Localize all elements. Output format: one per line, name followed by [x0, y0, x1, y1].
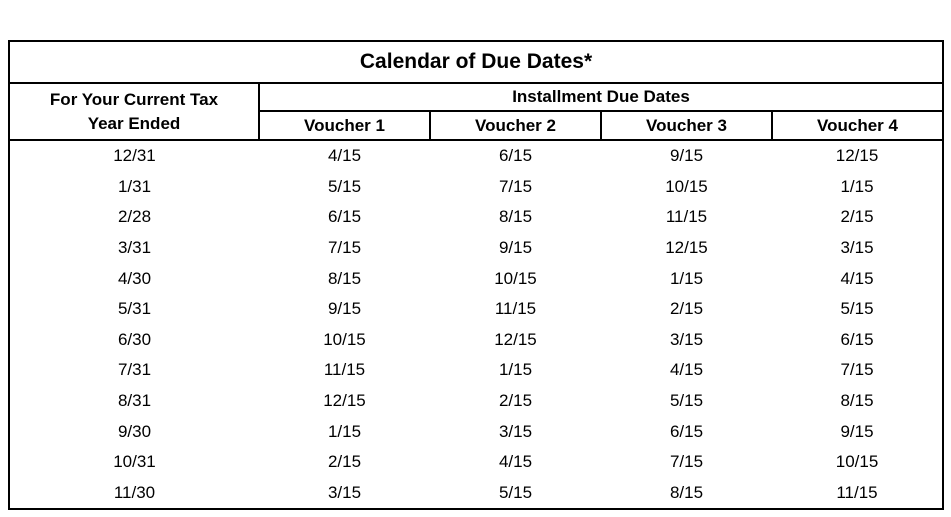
table-row: [9, 172, 943, 203]
voucher-4-date: 9/15: [772, 416, 943, 447]
voucher-4-date: 4/15: [772, 263, 943, 294]
voucher-1-date: 10/15: [323, 329, 366, 349]
voucher-3-date: 6/15: [669, 421, 704, 441]
year-ended-header: [9, 83, 259, 140]
year-end-cell: 5/31: [9, 294, 259, 325]
year-end-cell: 10/31: [9, 447, 259, 478]
voucher-3-date: 8/15: [601, 478, 772, 510]
voucher-4-date: 2/15: [772, 202, 943, 233]
voucher-2-date: 9/15: [498, 238, 533, 258]
voucher-4-date: 11/15: [772, 478, 943, 510]
table-row: [9, 263, 943, 294]
voucher-2-date: 1/15: [498, 360, 533, 380]
voucher-2-date: 2/15: [498, 391, 533, 411]
voucher-4-date: 7/15: [772, 355, 943, 386]
table-row: [9, 294, 943, 325]
voucher-4-date: 10/15: [772, 447, 943, 478]
installment-due-dates-header: Installment Due Dates: [259, 83, 943, 111]
voucher-2-date: 6/15: [498, 146, 533, 166]
voucher-4-date: 6/15: [772, 325, 943, 356]
year-end-cell: 8/31: [9, 386, 259, 417]
table-body: [9, 140, 943, 509]
voucher-2-date: 11/15: [494, 299, 537, 319]
voucher-2-date: 3/15: [498, 421, 533, 441]
voucher-3-date: 3/15: [669, 329, 704, 349]
voucher-3-date: 10/15: [665, 176, 708, 196]
voucher-1-date: 7/15: [327, 238, 362, 258]
table-row: [9, 478, 943, 510]
voucher-4-date: 3/15: [772, 233, 943, 264]
voucher-2-date: 12/15: [494, 329, 537, 349]
table-row: [9, 386, 943, 417]
table-row: [9, 202, 943, 233]
year-end-cell: 2/28: [9, 202, 259, 233]
voucher-1-date: 12/15: [323, 391, 366, 411]
voucher-1-date: 6/15: [327, 207, 362, 227]
voucher-1-date: 9/15: [327, 299, 362, 319]
voucher-1-date: 5/15: [327, 176, 362, 196]
voucher-2-date: 8/15: [498, 207, 533, 227]
table-title: Calendar of Due Dates*: [9, 41, 943, 83]
table-row: [9, 233, 943, 264]
year-end-cell: 3/31: [9, 233, 259, 264]
year-end-cell: 11/30: [9, 478, 259, 510]
year-end-cell: 12/31: [9, 140, 259, 172]
voucher-4-date: 5/15: [772, 294, 943, 325]
voucher-1-date: 4/15: [327, 146, 362, 166]
voucher-4-date: 1/15: [772, 172, 943, 203]
voucher-1-date: 11/15: [323, 360, 366, 380]
year-end-cell: 9/30: [9, 416, 259, 447]
year-end-cell: 7/31: [9, 355, 259, 386]
voucher-3-date: 4/15: [669, 360, 704, 380]
voucher-1-date: 2/15: [327, 452, 362, 472]
table-row: [9, 447, 943, 478]
title-row: [9, 41, 943, 83]
voucher-3-date: 5/15: [669, 391, 704, 411]
voucher-3-header: Voucher 3: [601, 111, 772, 140]
voucher-2-date: 5/15: [430, 478, 601, 510]
voucher-3-date: 12/15: [665, 238, 708, 258]
year-end-cell: 1/31: [9, 172, 259, 203]
voucher-2-date: 10/15: [494, 268, 537, 288]
voucher-3-date: 1/15: [669, 268, 704, 288]
voucher-2-header: Voucher 2: [430, 111, 601, 140]
voucher-3-date: 7/15: [669, 452, 704, 472]
voucher-2-date: 4/15: [498, 452, 533, 472]
voucher-4-date: 8/15: [772, 386, 943, 417]
voucher-3-date: 11/15: [665, 207, 708, 227]
table-row: [9, 355, 943, 386]
year-header-line1: For Your Current Tax: [49, 89, 219, 109]
year-end-cell: 6/30: [9, 325, 259, 356]
voucher-3-date: 9/15: [669, 146, 704, 166]
voucher-1-date: 8/15: [327, 268, 362, 288]
voucher-2-date: 7/15: [498, 176, 533, 196]
table-row: [9, 416, 943, 447]
year-end-cell: 4/30: [9, 263, 259, 294]
voucher-1-date: 1/15: [327, 421, 362, 441]
year-header-line2: Year Ended: [87, 113, 181, 133]
due-dates-table-wrapper: [8, 40, 942, 510]
header-row-1: [9, 83, 943, 111]
voucher-4-date: 12/15: [772, 140, 943, 172]
voucher-3-date: 2/15: [669, 299, 704, 319]
table-row: [9, 325, 943, 356]
voucher-1-date: 3/15: [259, 478, 430, 510]
voucher-4-header: Voucher 4: [772, 111, 943, 140]
voucher-1-header: Voucher 1: [259, 111, 430, 140]
table-row: [9, 140, 943, 172]
calendar-of-due-dates-table: [8, 40, 944, 510]
